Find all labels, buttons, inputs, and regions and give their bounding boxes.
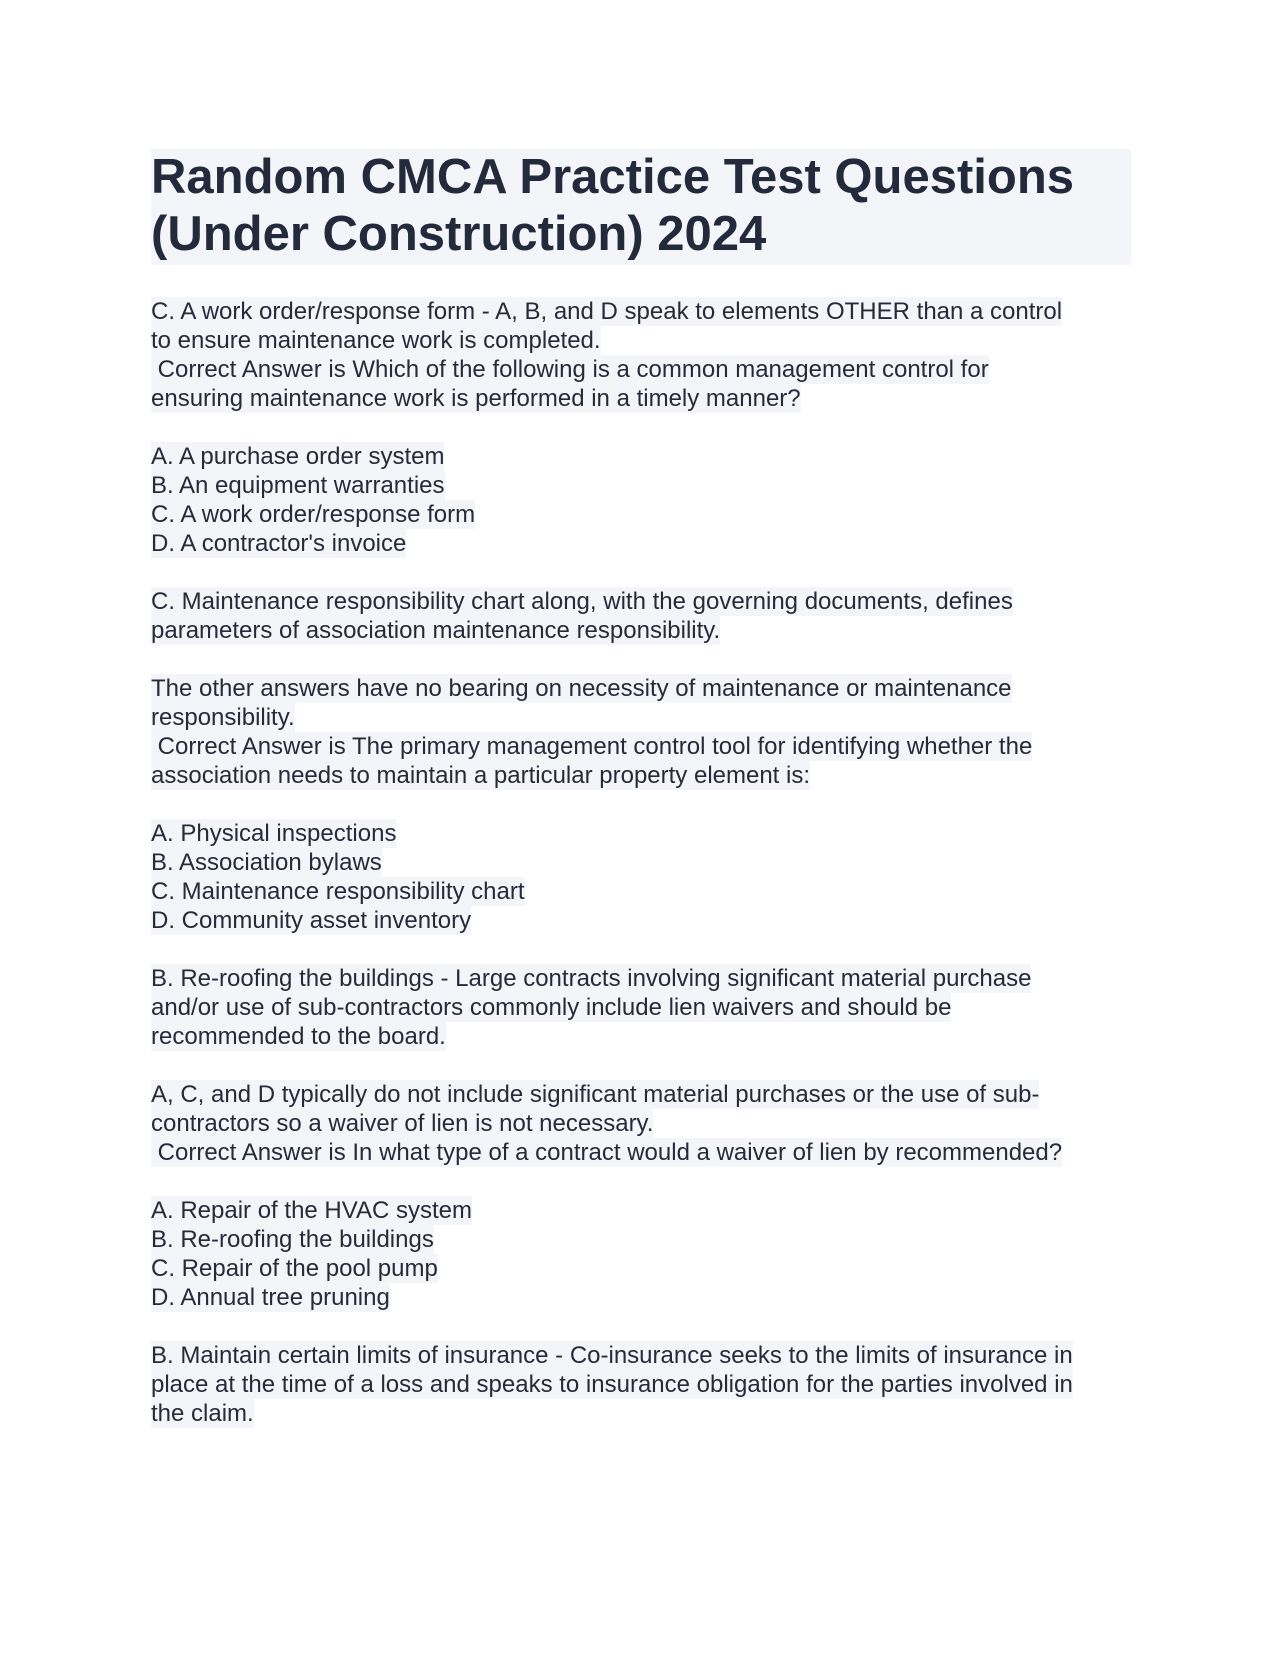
option-line: C. A work order/response form: [151, 501, 476, 528]
option-line: B. An equipment warranties: [151, 472, 445, 499]
paragraph-answer-explanation: [151, 1080, 1131, 1167]
text-line: Correct Answer is In what type of a contract would a waiver of lien by recommended?: [151, 1139, 1063, 1166]
option-line: B. Association bylaws: [151, 849, 382, 876]
text-line: ensuring maintenance work is performed in a timely manner?: [151, 385, 801, 412]
text-line: place at the time of a loss and speaks to insurance obligation for the parties involved in: [151, 1371, 1073, 1398]
text-line: A, C, and D typically do not include significant material purchases or the use of sub-: [151, 1081, 1040, 1108]
paragraph-answer-explanation: [151, 587, 1131, 645]
text-line: C. Maintenance responsibility chart along, with the governing documents, defines: [151, 588, 1013, 615]
text-line: contractors so a waiver of lien is not necessary.: [151, 1110, 654, 1137]
answer-options: [151, 442, 1131, 558]
option-line: A. Physical inspections: [151, 820, 397, 847]
text-line: to ensure maintenance work is completed.: [151, 327, 601, 354]
paragraph-answer-explanation: [151, 964, 1131, 1051]
document-page: [151, 149, 1131, 1428]
text-line: Correct Answer is Which of the following is a common management control for: [151, 356, 989, 383]
option-line: C. Repair of the pool pump: [151, 1255, 438, 1282]
text-line: recommended to the board.: [151, 1023, 446, 1050]
option-line: B. Re-roofing the buildings: [151, 1226, 434, 1253]
text-line: the claim.: [151, 1400, 254, 1427]
paragraph-answer-explanation: [151, 1341, 1131, 1428]
page-title: [151, 149, 1131, 265]
answer-options: [151, 819, 1131, 935]
option-line: C. Maintenance responsibility chart: [151, 878, 525, 905]
document-body: [151, 297, 1131, 1428]
text-line: B. Re-roofing the buildings - Large contracts involving significant material purchase: [151, 965, 1032, 992]
text-line: and/or use of sub-contractors commonly include lien waivers and should be: [151, 994, 952, 1021]
paragraph-answer-explanation: [151, 674, 1131, 790]
text-line: responsibility.: [151, 704, 295, 731]
option-line: D. A contractor's invoice: [151, 530, 407, 557]
text-line: B. Maintain certain limits of insurance - Co-insurance seeks to the limits of insurance in: [151, 1342, 1073, 1369]
option-line: A. Repair of the HVAC system: [151, 1197, 472, 1224]
paragraph-answer-explanation: [151, 297, 1131, 413]
text-line: The other answers have no bearing on necessity of maintenance or maintenance: [151, 675, 1012, 702]
option-line: A. A purchase order system: [151, 443, 445, 470]
option-line: D. Annual tree pruning: [151, 1284, 390, 1311]
title-line: Random CMCA Practice Test Questions: [151, 150, 1075, 204]
text-line: Correct Answer is The primary management control tool for identifying whether the: [151, 733, 1033, 760]
answer-options: [151, 1196, 1131, 1312]
text-line: C. A work order/response form - A, B, and D speak to elements OTHER than a control: [151, 298, 1063, 325]
option-line: D. Community asset inventory: [151, 907, 472, 934]
text-line: parameters of association maintenance responsibility.: [151, 617, 721, 644]
title-line: (Under Construction) 2024: [151, 207, 767, 261]
text-line: association needs to maintain a particular property element is:: [151, 762, 811, 789]
